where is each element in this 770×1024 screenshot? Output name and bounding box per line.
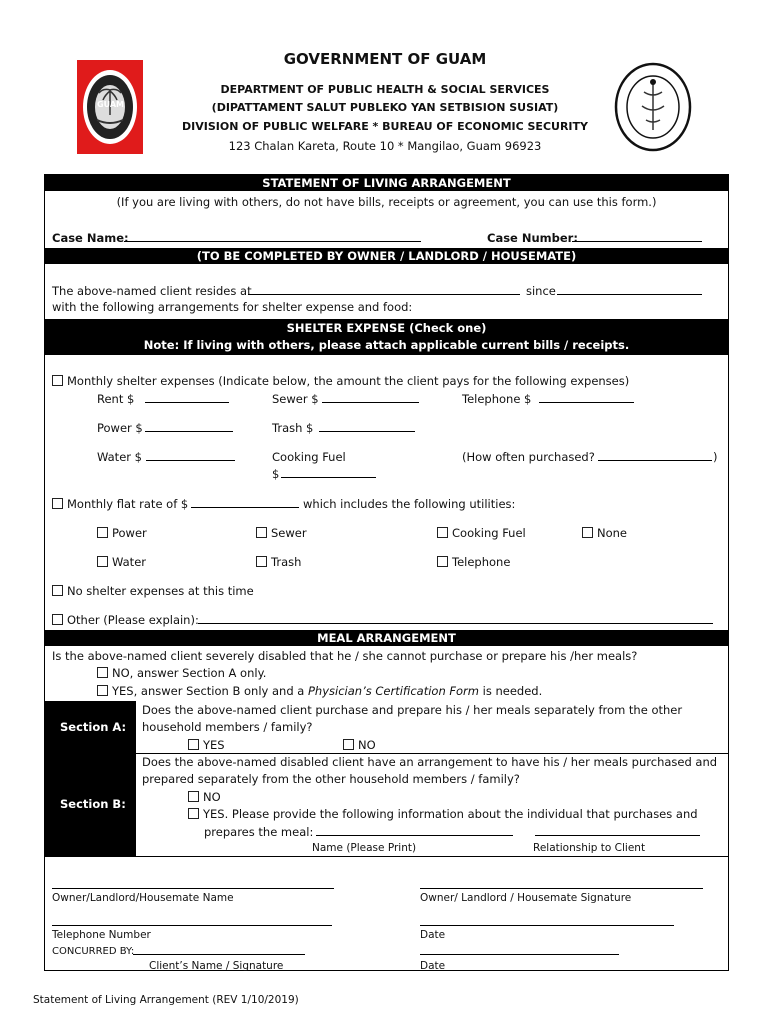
client-signature-field[interactable] [133, 942, 305, 955]
section-a-yes-option[interactable] [188, 738, 225, 753]
power-field[interactable] [145, 419, 233, 432]
util-power-checkbox[interactable] [97, 527, 108, 538]
other-explain-field[interactable] [198, 611, 713, 624]
owner-name-label: Owner/Landlord/Housemate Name [52, 892, 234, 904]
owner-signature-field[interactable] [420, 876, 703, 889]
client-signature-label: Client’s Name / Signature [149, 960, 284, 972]
water-field[interactable] [146, 448, 235, 461]
util-telephone-label: Telephone [452, 555, 511, 569]
how-often-label: (How often purchased? [462, 450, 595, 464]
physician-form-name: Physician’s Certification Form [308, 684, 479, 698]
purchaser-relationship-field[interactable] [535, 823, 700, 836]
util-sewer-checkbox[interactable] [256, 527, 267, 538]
rent-field[interactable] [145, 390, 229, 403]
section-b-label: Section B: [60, 797, 126, 811]
concurred-label: CONCURRED BY: [52, 946, 135, 957]
section-b-question-line1: Does the above-named disabled client have an arrangement to have his / her meals purchased and [142, 755, 718, 769]
flat-rate-suffix: which includes the following utilities: [303, 497, 516, 511]
statement-title-bar: STATEMENT OF LIVING ARRANGEMENT [44, 175, 729, 191]
monthly-shelter-label: Monthly shelter expenses (Indicate below, the amount the client pays for the following expenses) [67, 374, 630, 388]
section-a-no-label: NO [358, 738, 376, 752]
meal-yes-label: YES, answer Section B only and a [112, 684, 305, 698]
util-water-label: Water [112, 555, 146, 569]
util-trash-checkbox[interactable] [256, 556, 267, 567]
monthly-shelter-option[interactable] [52, 374, 629, 389]
flat-rate-field[interactable] [191, 495, 299, 508]
util-none-checkbox[interactable] [582, 527, 593, 538]
case-name-field[interactable] [124, 229, 421, 242]
water-label: Water $ [97, 450, 142, 464]
right-seal-text: PUBLIC HEALTH SOCIAL SERVICES [600, 154, 617, 155]
left-seal-text: GUAM [97, 100, 124, 109]
telephone-field[interactable] [539, 390, 634, 403]
statement-note: (If you are living with others, do not have bills, receipts or agreement, you can use this form.) [116, 195, 657, 209]
since-label: since [526, 284, 556, 298]
sewer-label: Sewer $ [272, 392, 319, 406]
section-b-no-label: NO [203, 790, 221, 804]
util-trash-label: Trash [271, 555, 302, 569]
telephone-number-label: Telephone Number [52, 929, 151, 941]
shelter-bar-note: Note: If living with others, please attach applicable current bills / receipts. [143, 338, 630, 352]
other-checkbox[interactable] [52, 614, 63, 625]
util-cooking-fuel-option[interactable] [437, 526, 526, 541]
power-label: Power $ [97, 421, 143, 435]
section-b-yes-checkbox[interactable] [188, 808, 199, 819]
other-option[interactable] [52, 613, 199, 628]
meal-yes-checkbox[interactable] [97, 685, 108, 696]
util-telephone-option[interactable] [437, 555, 510, 570]
util-none-option[interactable] [582, 526, 627, 541]
trash-label: Trash $ [272, 421, 314, 435]
util-sewer-option[interactable] [256, 526, 307, 541]
section-divider [136, 753, 729, 754]
section-b-question-line2: prepared separately from the other household members / family? [142, 772, 520, 786]
telephone-label: Telephone $ [462, 392, 532, 406]
how-often-field[interactable] [598, 448, 712, 461]
owner-name-field[interactable] [52, 876, 334, 889]
meal-question: Is the above-named client severely disabled that he / she cannot purchase or prepare his /her meals? [52, 649, 638, 663]
owner-bar: (TO BE COMPLETED BY OWNER / LANDLORD / HOUSEMATE) [44, 248, 729, 264]
util-telephone-checkbox[interactable] [437, 556, 448, 567]
relationship-label: Relationship to Client [533, 842, 646, 854]
section-a-yes-checkbox[interactable] [188, 739, 199, 750]
meal-yes-option[interactable] [97, 684, 542, 699]
case-number-field[interactable] [572, 229, 702, 242]
owner-date-field[interactable] [420, 913, 674, 926]
name-print-label: Name (Please Print) [312, 842, 417, 854]
shelter-bar [44, 319, 729, 355]
footer-text: Statement of Living Arrangement (REV 1/10/2019) [33, 994, 299, 1006]
no-shelter-label: No shelter expenses at this time [67, 584, 254, 598]
header-division: DIVISION OF PUBLIC WELFARE * BUREAU OF ECONOMIC SECURITY [182, 120, 588, 133]
util-power-option[interactable] [97, 526, 147, 541]
no-shelter-option[interactable] [52, 584, 254, 599]
rent-label: Rent $ [97, 392, 135, 406]
section-a-yes-label: YES [203, 738, 225, 752]
section-b-no-option[interactable] [188, 790, 221, 805]
util-water-checkbox[interactable] [97, 556, 108, 567]
telephone-number-field[interactable] [52, 913, 332, 926]
header-department-chamorro: (DIPATTAMENT SALUT PUBLEKO YAN SETBISION SUSIAT) [211, 101, 559, 114]
cooking-fuel-field[interactable] [281, 465, 376, 478]
util-none-label: None [597, 526, 628, 540]
signature-divider [44, 856, 729, 857]
meal-no-option[interactable] [97, 666, 266, 681]
purchaser-name-field[interactable] [316, 823, 513, 836]
util-sewer-label: Sewer [271, 526, 307, 540]
sewer-field[interactable] [322, 390, 419, 403]
no-shelter-checkbox[interactable] [52, 585, 63, 596]
section-b-no-checkbox[interactable] [188, 791, 199, 802]
flat-rate-label: Monthly flat rate of $ [67, 497, 189, 511]
resides-address-field[interactable] [248, 282, 520, 295]
owner-date-label: Date [420, 929, 446, 941]
resides-line2: with the following arrangements for shelter expense and food: [52, 300, 413, 314]
util-power-label: Power [112, 526, 147, 540]
shelter-bar-title: SHELTER EXPENSE (Check one) [286, 321, 487, 335]
meal-yes-suffix: is needed. [482, 684, 543, 698]
util-water-option[interactable] [97, 555, 146, 570]
other-label: Other (Please explain): [67, 613, 199, 627]
section-a-question-line1: Does the above-named client purchase and prepare his / her meals separately from the other [142, 703, 683, 717]
section-a-question-line2: household members / family? [142, 720, 313, 734]
section-b-yes-option[interactable] [188, 807, 698, 822]
since-date-field[interactable] [557, 282, 702, 295]
flat-rate-option[interactable] [52, 497, 188, 512]
section-b-yes-label: YES. Please provide the following information about the individual that purchases and [203, 807, 698, 821]
section-a-label: Section A: [60, 720, 127, 734]
section-a-no-option[interactable] [343, 738, 376, 753]
util-cooking-fuel-label: Cooking Fuel [452, 526, 526, 540]
meal-no-label: NO, answer Section A only. [112, 666, 267, 680]
client-date-label: Date [420, 960, 446, 972]
section-a-no-checkbox[interactable] [343, 739, 354, 750]
owner-signature-label: Owner/ Landlord / Housemate Signature [420, 892, 632, 904]
cooking-fuel-label: Cooking Fuel [272, 450, 346, 464]
meal-no-checkbox[interactable] [97, 667, 108, 678]
client-date-field[interactable] [420, 942, 619, 955]
meal-bar: MEAL ARRANGEMENT [44, 630, 729, 646]
resides-label: The above-named client resides at [52, 284, 252, 298]
flat-rate-checkbox[interactable] [52, 498, 63, 509]
header-department: DEPARTMENT OF PUBLIC HEALTH & SOCIAL SERVICES [220, 83, 550, 96]
util-trash-option[interactable] [256, 555, 301, 570]
trash-field[interactable] [319, 419, 415, 432]
case-name-label: Case Name: [52, 231, 129, 245]
section-b-yes-line2: prepares the meal: [204, 825, 314, 839]
case-number-label: Case Number: [487, 231, 578, 245]
cooking-fuel-dollar: $ [272, 467, 280, 481]
util-cooking-fuel-checkbox[interactable] [437, 527, 448, 538]
header-title: GOVERNMENT OF GUAM [283, 50, 487, 68]
header-address: 123 Chalan Kareta, Route 10 * Mangilao, Guam 96923 [228, 139, 542, 153]
monthly-shelter-checkbox[interactable] [52, 375, 63, 386]
how-often-close: ) [713, 450, 718, 464]
